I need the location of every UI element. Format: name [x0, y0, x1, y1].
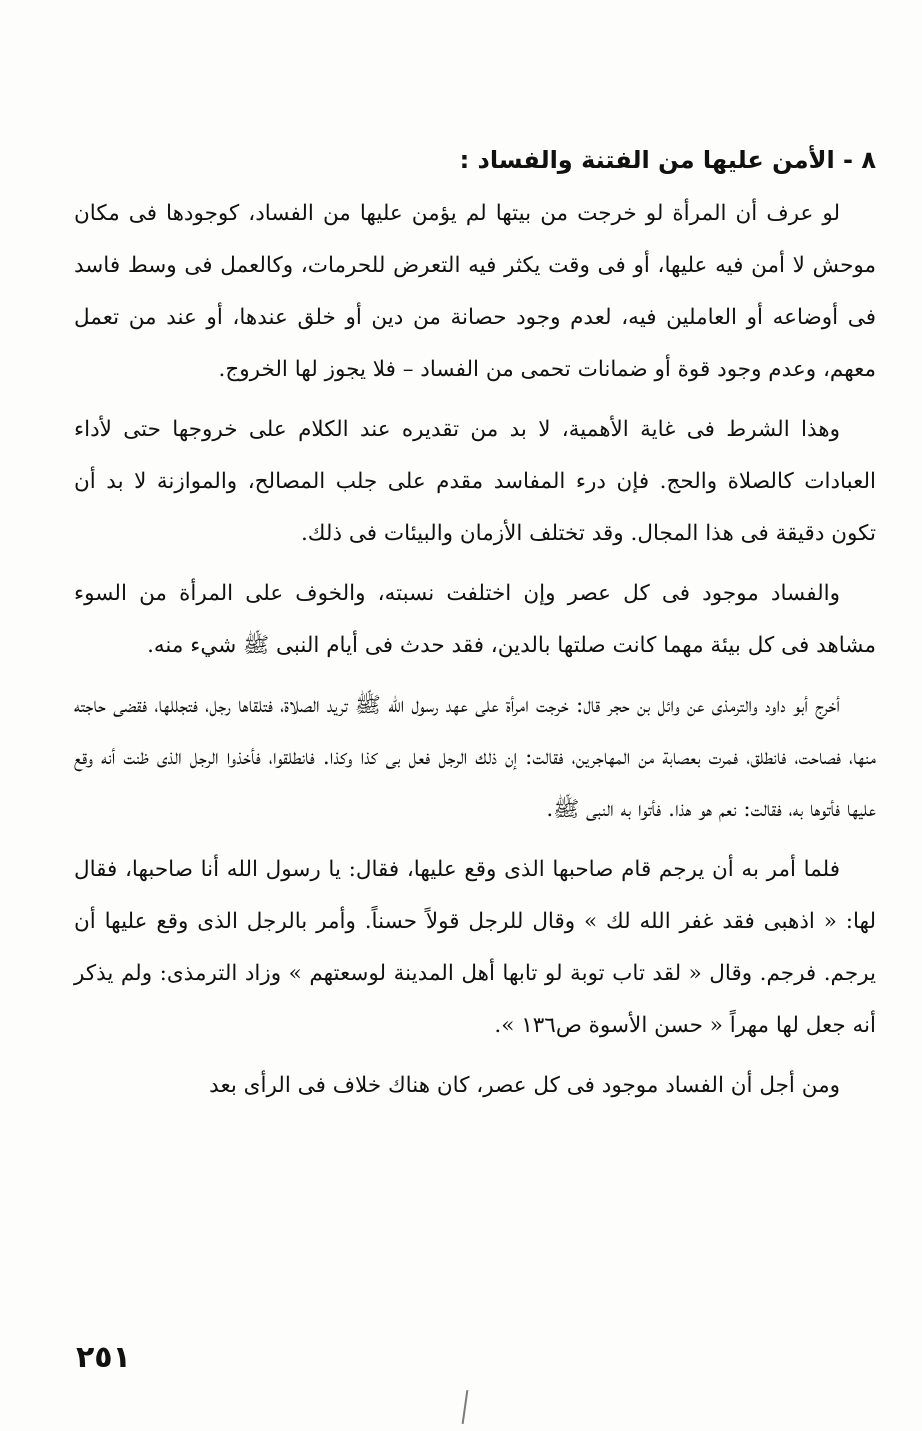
paragraph-5: فلما أمر به أن يرجم قام صاحبها الذى وقع عليها، فقال: يا رسول الله أنا صاحبها، فقال لها: « اذهبى فقد غفر الله لك » وقال للرجل قولاً حسناً. وأمر بالرجل الذى وقع عليها أن يرجم. فرجم. وقال « لقد تاب توبة لو تابها أهل المدينة لوسعتهم » وزاد الترمذى: ولم يذكر أنه جعل لها مهراً « حسن الأسوة ص١٣٦ ».	[74, 857, 876, 1038]
paragraph-2: وهذا الشرط فى غاية الأهمية، لا بد من تقديره عند الكلام على خروجها حتى لأداء العبادات كالصلاة والحج. فإن درء المفاسد مقدم على جلب المصالح، والموازنة لا بد أن تكون دقيقة فى هذا المجال. وقد تختلف الأزمان والبيئات فى ذلك.	[74, 417, 876, 546]
section-heading: ٨ - الأمن عليها من الفتنة والفساد :	[459, 146, 876, 174]
paragraph-4: أخرج أبو داود والترمذى عن وائل بن حجر قال: خرجت امرأة على عهد رسول الله ﷺ تريد الصلاة، فتلقاها رجل، فتجللها، فقضى حاجته منها، فصاحت، فانطلق، فمرت بعصابة من المهاجرين، فقالت: إن ذلك الرجل فعل بى كذا وكذا. فانطلقوا، فأخذوا الرجل الذى ظنت أنه وقع عليها فأتوها به، فقالت: نعم هو هذا. فأتوا به النبى ﷺ.	[74, 693, 876, 822]
paragraph-3: والفساد موجود فى كل عصر وإن اختلفت نسبته، والخوف على المرأة من السوء مشاهد فى كل بيئة مهما كانت صلتها بالدين، فقد حدث فى أيام النبى ﷺ شيء منه.	[74, 581, 876, 658]
scan-mark	[462, 1390, 469, 1424]
page-body	[74, 138, 876, 1120]
page-number: ٢٥١	[76, 1340, 131, 1375]
paragraph-6: ومن أجل أن الفساد موجود فى كل عصر، كان هناك خلاف فى الرأى بعد	[209, 1073, 840, 1098]
paragraph-1: لو عرف أن المرأة لو خرجت من بيتها لم يؤمن عليها من الفساد، كوجودها فى مكان موحش لا أمن فيه عليها، أو فى وقت يكثر فيه التعرض للحرمات، وكالعمل فى وسط فاسد فى أوضاعه أو العاملين فيه، لعدم وجود حصانة من دين أو خلق عندها، أو عند من تعمل معهم، وعدم وجود قوة أو ضمانات تحمى من الفساد – فلا يجوز لها الخروج.	[74, 201, 876, 382]
